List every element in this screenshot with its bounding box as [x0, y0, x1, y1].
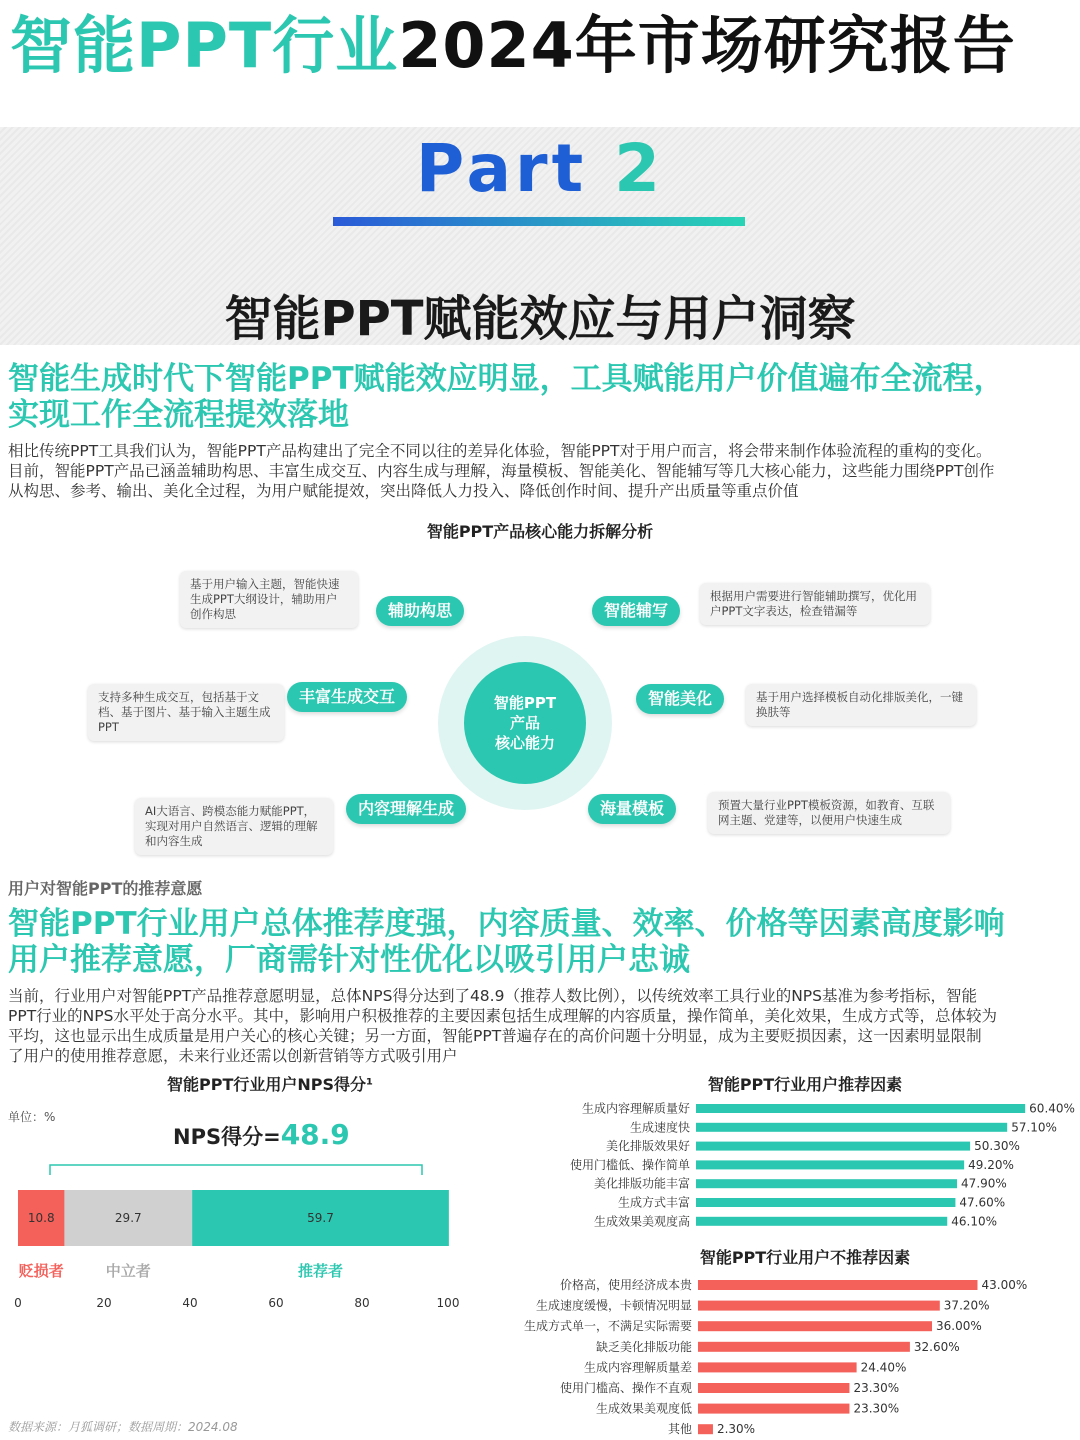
nps-segment-value: 10.8: [27, 1211, 55, 1225]
part-heading: [0, 130, 1080, 207]
section1-paragraph: [8, 441, 1076, 501]
not-recommend-chart-title: 智能PPT行业用户不推荐因素: [699, 1248, 911, 1267]
capability-desc-beautify: 基于用户选择模板自动化排版美化，一键换肤等: [746, 684, 976, 726]
not-recommend-category-label: 缺乏美化排版功能: [595, 1339, 692, 1354]
recommend-value-label: 47.90%: [961, 1176, 1007, 1191]
not-recommend-category-label: 生成速度缓慢，卡顿情况明显: [535, 1298, 692, 1313]
recommend-category-label: 美化排版效果好: [605, 1139, 690, 1154]
not-recommend-bar: [698, 1424, 713, 1434]
part-word: Part: [415, 130, 588, 207]
nps-bracket: [50, 1165, 422, 1175]
not-recommend-category-label: 使用门槛高、操作不直观: [559, 1381, 692, 1395]
part-number: 2: [614, 130, 665, 207]
nps-chart: [0, 1155, 480, 1325]
recommend-value-label: 49.20%: [968, 1157, 1014, 1172]
nps-x-tick: 40: [182, 1296, 198, 1310]
report-title-part1: 智能PPT行业: [10, 9, 399, 82]
recommend-value-label: 47.60%: [959, 1195, 1006, 1210]
capability-desc-interaction: 支持多种生成交互，包括基于文档、基于图片、基于输入主题生成PPT: [88, 684, 284, 741]
capability-pill-beautify: 智能美化: [636, 684, 724, 714]
section2-paragraph: [8, 986, 1076, 1066]
nps-score-label: NPS得分=: [173, 1125, 281, 1149]
nps-score: [173, 1118, 350, 1151]
recommend-category-label: 生成效果美观度高: [593, 1214, 690, 1229]
recommend-bar: [696, 1104, 1025, 1113]
not-recommend-bar: [698, 1321, 932, 1331]
section2-para-line4: 了用户的使用推荐意愿，未来行业还需以创新营销等方式吸引用户: [8, 1047, 458, 1065]
recommend-value-label: 57.10%: [1011, 1120, 1057, 1135]
recommend-value-label: 46.10%: [951, 1214, 998, 1229]
center-line1: 智能PPT: [493, 694, 557, 712]
recommend-value-label: 60.40%: [1029, 1101, 1075, 1116]
part-underline: [333, 217, 745, 226]
center-line3: 核心能力: [494, 734, 555, 752]
not-recommend-category-label: 价格高，使用经济成本贵: [559, 1278, 692, 1292]
report-title: [10, 8, 1016, 84]
capability-pill-writing: 智能辅写: [592, 596, 680, 626]
not-recommend-bar: [698, 1362, 857, 1372]
recommend-category-label: 生成方式丰富: [617, 1195, 690, 1210]
recommend-value-label: 50.30%: [974, 1139, 1020, 1154]
capability-pill-understanding: 内容理解生成: [346, 794, 466, 824]
capability-desc-writing: 根据用户需要进行智能辅助撰写，优化用户PPT文字表达，检查错漏等: [700, 583, 930, 625]
nps-x-tick: 20: [96, 1296, 112, 1310]
section1-para-line3: 从构思、参考、输出、美化全过程，为用户赋能提效，突出降低人力投入、降低创作时间、提升产出质量等重点价值: [8, 482, 799, 500]
report-title-part2: 2024年市场研究报告: [398, 9, 1016, 82]
nps-x-tick: 0: [14, 1296, 22, 1310]
center-line2: 产品: [509, 714, 540, 732]
section1-para-line2: 目前，智能PPT产品已涵盖辅助构思、丰富生成交互、内容生成与理解，海量模板、智能美化、智能辅写等几大核心能力，这些能力围绕PPT创作: [8, 462, 995, 480]
not-recommend-bar: [698, 1404, 849, 1414]
recommend-bar: [696, 1160, 964, 1169]
nps-score-value: 48.9: [280, 1118, 350, 1151]
capability-pill-interaction: 丰富生成交互: [287, 682, 407, 712]
recommend-category-label: 生成内容理解质量好: [581, 1101, 690, 1116]
capability-desc-templates: 预置大量行业PPT模板资源，如教育、互联网主题、党建等，以便用户快速生成: [708, 792, 950, 834]
section1-headline-line1: 智能生成时代下智能PPT赋能效应明显，工具赋能用户价值遍布全流程，: [8, 361, 1005, 397]
not-recommend-bar: [698, 1342, 910, 1352]
not-recommend-bar: [698, 1280, 978, 1290]
recommend-chart: [480, 1098, 1080, 1234]
diagram-title: 智能PPT产品核心能力拆解分析: [426, 522, 654, 541]
not-recommend-chart: [480, 1274, 1080, 1440]
nps-x-tick: 60: [268, 1296, 284, 1310]
capability-desc-understanding: AI大语言、跨模态能力赋能PPT，实现对用户自然语言、逻辑的理解和内容生成: [135, 798, 333, 855]
not-recommend-category-label: 生成效果美观度低: [595, 1401, 692, 1416]
not-recommend-bar: [698, 1383, 849, 1393]
nps-x-tick: 100: [436, 1296, 460, 1310]
nps-chart-title: 智能PPT行业用户NPS得分¹: [166, 1075, 374, 1094]
nps-x-tick: 80: [354, 1296, 370, 1310]
not-recommend-value-label: 32.60%: [913, 1339, 960, 1354]
nps-segment-label: 中立者: [105, 1262, 151, 1280]
not-recommend-category-label: 生成内容理解质量差: [583, 1360, 692, 1375]
section2-small-title: 用户对智能PPT的推荐意愿: [8, 879, 203, 898]
data-source: 数据来源：月狐调研；数据周期：2024.08: [8, 1420, 238, 1434]
not-recommend-value-label: 37.20%: [943, 1298, 990, 1313]
recommend-chart-title: 智能PPT行业用户推荐因素: [707, 1075, 903, 1094]
not-recommend-category-label: 其他: [667, 1422, 692, 1437]
section2-headline-line1: 智能PPT行业用户总体推荐度强，内容质量、效率、价格等因素高度影响: [8, 906, 1005, 942]
not-recommend-value-label: 2.30%: [716, 1422, 756, 1437]
not-recommend-value-label: 24.40%: [860, 1360, 907, 1375]
recommend-category-label: 美化排版功能丰富: [593, 1176, 690, 1191]
recommend-bar: [696, 1179, 957, 1188]
section2-para-line2: PPT行业的NPS水平处于高分水平。其中，影响用户积极推荐的主要因素包括生成理解的内容质量，操作简单，美化效果，生成方式等，总体较为: [8, 1007, 997, 1025]
not-recommend-value-label: 36.00%: [936, 1319, 982, 1334]
section2-headline-line2: 用户推荐意愿，厂商需针对性优化以吸引用户忠诚: [8, 942, 690, 978]
capability-pill-ideation: 辅助构思: [376, 596, 464, 626]
nps-segment-value: 29.7: [114, 1211, 142, 1225]
not-recommend-value-label: 23.30%: [853, 1381, 900, 1395]
capability-desc-ideation: 基于用户输入主题，智能快速生成PPT大纲设计，辅助用户创作构思: [180, 571, 358, 628]
capability-pill-templates: 海量模板: [588, 794, 676, 824]
nps-segment-label: 推荐者: [297, 1262, 344, 1280]
not-recommend-bar: [698, 1301, 940, 1311]
center-circle: [464, 662, 586, 784]
not-recommend-category-label: 生成方式单一，不满足实际需要: [523, 1319, 692, 1334]
section2-para-line1: 当前，行业用户对智能PPT产品推荐意愿明显，总体NPS得分达到了48.9（推荐人数比例），以传统效率工具行业的NPS基准为参考指标，智能: [8, 987, 977, 1005]
not-recommend-value-label: 23.30%: [853, 1401, 900, 1416]
recommend-bar: [696, 1217, 947, 1226]
recommend-bar: [696, 1142, 970, 1151]
nps-segment-label: 贬损者: [18, 1262, 64, 1280]
section1-para-line1: 相比传统PPT工具我们认为，智能PPT产品构建出了完全不同以往的差异化体验，智能PPT对于用户而言，将会带来制作体验流程的重构的变化。: [8, 442, 992, 460]
section2-para-line3: 平均，这也显示出生成质量是用户关心的核心关键；另一方面，智能PPT普遍存在的高价问题十分明显，成为主要贬损因素，这一因素明显限制: [8, 1027, 982, 1045]
recommend-bar: [696, 1123, 1007, 1132]
recommend-bar: [696, 1198, 955, 1207]
nps-unit-label: 单位：%: [8, 1110, 56, 1124]
section1-headline-line2: 实现工作全流程提效落地: [8, 397, 349, 433]
section2-headline: [8, 906, 1076, 978]
nps-segment-value: 59.7: [307, 1211, 334, 1225]
banner-subtitle: 智能PPT赋能效应与用户洞察: [224, 291, 856, 347]
recommend-category-label: 生成速度快: [629, 1120, 690, 1135]
recommend-category-label: 使用门槛低、操作简单: [569, 1157, 690, 1172]
section1-headline: [8, 361, 1076, 433]
not-recommend-value-label: 43.00%: [981, 1278, 1028, 1292]
